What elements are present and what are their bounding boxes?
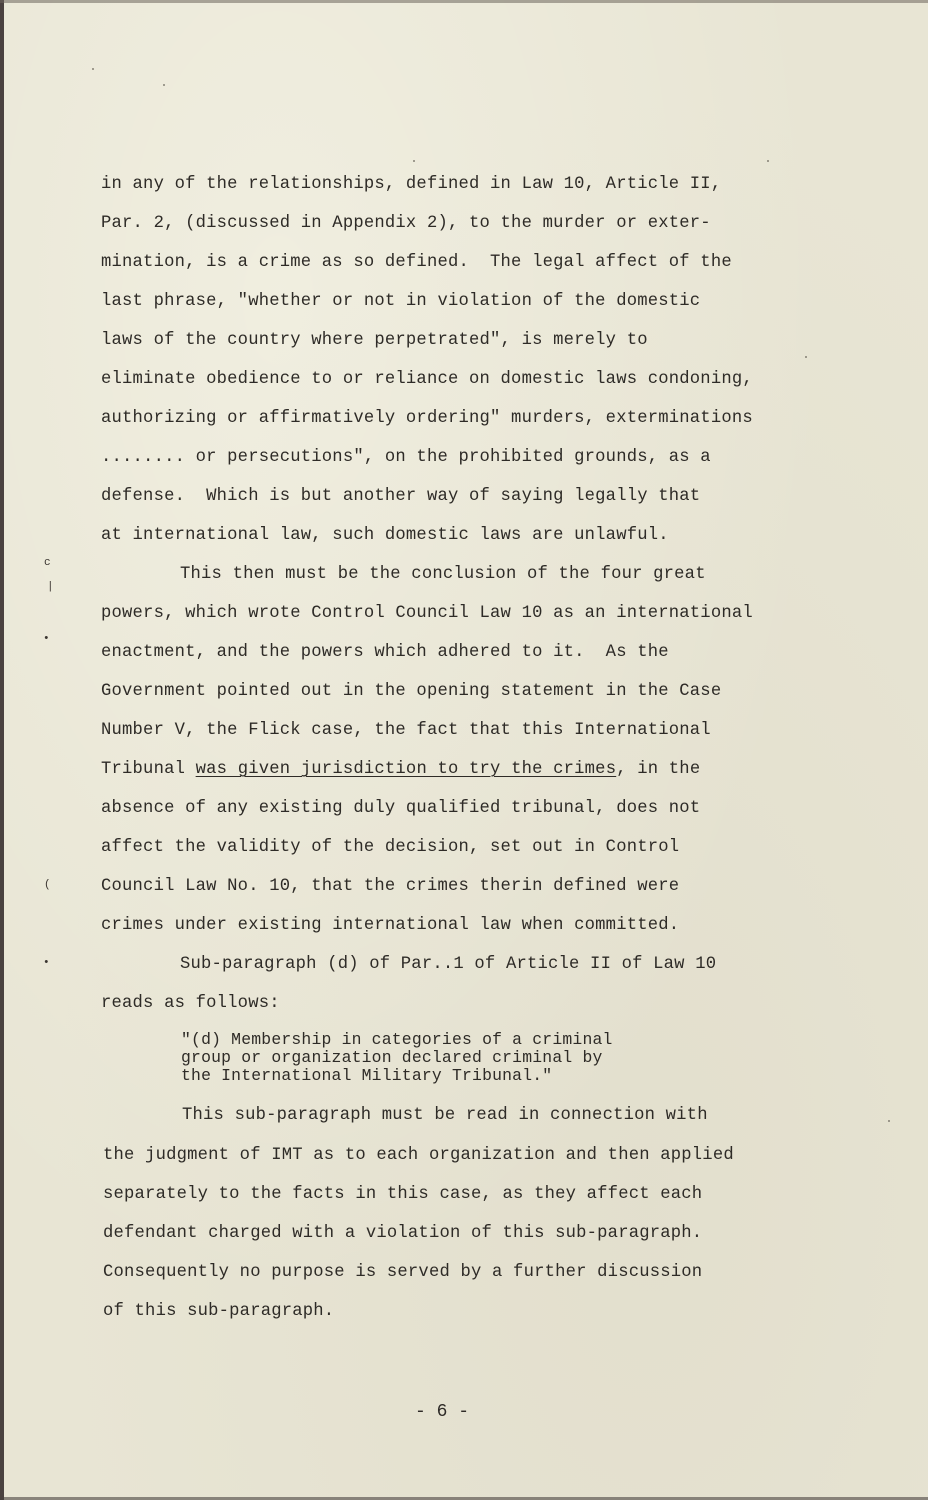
text-line: at international law, such domestic laws are unlawful. <box>101 526 669 545</box>
scan-speck <box>767 160 769 162</box>
text-line: mination, is a crime as so defined. The legal affect of the <box>101 253 732 272</box>
scan-top-edge <box>0 0 928 3</box>
text-segment: , in the <box>616 760 701 779</box>
text-line: Government pointed out in the opening statement in the Case <box>101 682 722 701</box>
text-segment: Tribunal <box>101 760 196 779</box>
quote-line: "(d) Membership in categories of a criminal <box>181 1030 613 1049</box>
text-line-with-underline <box>101 760 700 780</box>
text-line: defense. Which is but another way of saying legally that <box>101 487 701 506</box>
text-line: ........ or persecutions", on the prohibited grounds, as a <box>101 448 711 467</box>
page-number: - 6 - <box>415 1402 470 1422</box>
text-line: the judgment of IMT as to each organization and then applied <box>103 1146 734 1165</box>
text-line: Sub-paragraph (d) of Par..1 of Article II of Law 10 <box>180 955 717 974</box>
text-line: Council Law No. 10, that the crimes therin defined were <box>101 877 680 896</box>
text-line: separately to the facts in this case, as they affect each <box>103 1185 703 1204</box>
text-line: powers, which wrote Control Council Law 10 as an international <box>101 604 753 623</box>
scan-left-edge <box>0 0 4 1500</box>
text-line: crimes under existing international law when committed. <box>101 916 680 935</box>
text-line: defendant charged with a violation of this sub-paragraph. <box>103 1224 703 1243</box>
margin-mark: • <box>43 957 50 969</box>
scan-speck <box>92 68 94 70</box>
margin-mark: • <box>43 633 50 645</box>
text-line: last phrase, "whether or not in violation of the domestic <box>101 292 701 311</box>
quote-line: the International Military Tribunal." <box>181 1066 553 1085</box>
underlined-phrase: was given jurisdiction to try the crimes <box>195 760 617 779</box>
text-line: This sub-paragraph must be read in connection with <box>182 1106 708 1125</box>
text-line: of this sub-paragraph. <box>103 1302 335 1321</box>
margin-mark: ( <box>44 879 51 891</box>
text-line: enactment, and the powers which adhered to it. As the <box>101 643 669 662</box>
margin-mark: | <box>47 581 54 593</box>
text-line: laws of the country where perpetrated", is merely to <box>101 331 648 350</box>
text-line: in any of the relationships, defined in Law 10, Article II, <box>101 175 722 194</box>
scan-speck <box>805 356 807 358</box>
scan-speck <box>888 1120 890 1122</box>
text-line: This then must be the conclusion of the four great <box>180 565 706 584</box>
quote-line: group or organization declared criminal by <box>181 1048 603 1067</box>
text-line: reads as follows: <box>101 994 280 1013</box>
text-line: Number V, the Flick case, the fact that this International <box>101 721 711 740</box>
text-line: eliminate obedience to or reliance on domestic laws condoning, <box>101 370 753 389</box>
text-line: Par. 2, (discussed in Appendix 2), to the murder or exter- <box>101 214 711 233</box>
scan-speck <box>413 160 415 162</box>
text-line: authorizing or affirmatively ordering" murders, exterminations <box>101 409 753 428</box>
margin-mark: c <box>44 557 51 569</box>
text-line: absence of any existing duly qualified tribunal, does not <box>101 799 701 818</box>
scan-speck <box>163 84 165 86</box>
text-line: affect the validity of the decision, set out in Control <box>101 838 680 857</box>
text-line: Consequently no purpose is served by a further discussion <box>103 1263 703 1282</box>
